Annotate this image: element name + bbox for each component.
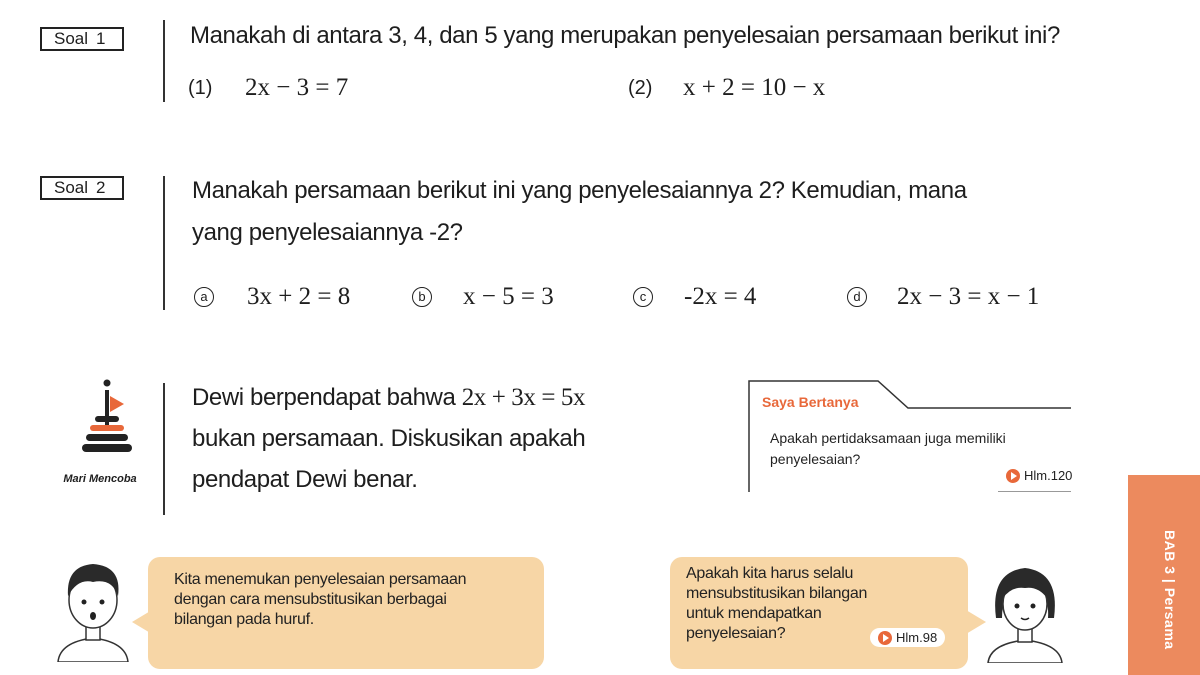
soal-1-question: Manakah di antara 3, 4, dan 5 yang merupakan penyelesaian persamaan berikut ini? (190, 22, 1060, 49)
girl-character (980, 558, 1070, 663)
soal-1-label-text: Soal (54, 29, 89, 48)
mari-mencoba-label: Mari Mencoba (63, 473, 137, 485)
bubble-right-line-4: penyelesaian? (686, 625, 786, 642)
soal-2-number: 2 (96, 178, 106, 197)
mari-mencoba-line-3: pendapat Dewi benar. (192, 466, 418, 493)
play-icon (1006, 469, 1020, 483)
soal-2-label (40, 176, 124, 200)
stacking-rings-icon (62, 378, 152, 458)
option-a-equation: 3x + 2 = 8 (247, 283, 351, 310)
saya-bertanya-box (748, 380, 1073, 492)
option-c-marker: c (633, 287, 653, 307)
bubble-right-ref-wrap[interactable] (870, 628, 945, 647)
bubble-right-line-2: mensubstitusikan bilangan (686, 585, 868, 602)
chapter-side-tab-text: BAB 3 | Persama (1162, 530, 1178, 650)
saya-bertanya-title: Saya Bertanya (762, 394, 859, 410)
speech-bubble-right (670, 557, 968, 669)
mari-mencoba-line-2: bukan persamaan. Diskusikan apakah (192, 425, 586, 452)
option-b-equation: x − 5 = 3 (463, 283, 554, 310)
option-d-equation: 2x − 3 = x − 1 (897, 283, 1040, 310)
bubble-left-line-2: dengan cara mensubstitusikan berbagai (174, 591, 447, 608)
mari-mencoba-line-1-text: Dewi berpendapat bahwa (192, 384, 456, 411)
play-icon (878, 631, 892, 645)
option-a-marker: a (194, 287, 214, 307)
chapter-side-tab[interactable] (1128, 475, 1200, 675)
bubble-left-tail (132, 610, 152, 634)
mari-mencoba-equation: 2x + 3x = 5x (461, 384, 586, 411)
boy-character (48, 552, 138, 662)
bubble-right-line-1: Apakah kita harus selalu (686, 565, 854, 582)
divider-line (163, 383, 165, 515)
option-c-equation: -2x = 4 (684, 283, 757, 310)
speech-bubble-left (148, 557, 544, 669)
saya-bertanya-ref-text: Hlm.120 (1024, 468, 1073, 483)
soal-1-item-1-equation: 2x − 3 = 7 (245, 74, 349, 101)
bubble-right-line-3: untuk mendapatkan (686, 605, 822, 622)
soal-1-number: 1 (96, 29, 106, 48)
bubble-right-ref-text: Hlm.98 (896, 630, 938, 645)
option-d-marker: d (847, 287, 867, 307)
bubble-left-line-3: bilangan pada huruf. (174, 611, 314, 628)
saya-bertanya-ref[interactable] (1006, 468, 1072, 483)
soal-2-question-line-1: Manakah persamaan berikut ini yang penyelesaiannya 2? Kemudian, mana (192, 177, 967, 204)
mari-mencoba-block (62, 378, 152, 483)
soal-2-label-text: Soal (54, 178, 89, 197)
soal-2-question-line-2: yang penyelesaiannya -2? (192, 219, 463, 246)
saya-bertanya-line-2: penyelesaian? (770, 451, 861, 467)
divider-line (163, 176, 165, 310)
bubble-left-line-1: Kita menemukan penyelesaian persamaan (174, 571, 467, 588)
divider-line (163, 20, 165, 102)
bubble-right-ref[interactable] (878, 630, 937, 645)
saya-bertanya-line-1: Apakah pertidaksamaan juga memiliki (770, 430, 1006, 446)
soal-1-item-1-marker: (1) (188, 77, 213, 99)
soal-1-item-2-equation: x + 2 = 10 − x (683, 74, 826, 101)
option-b-marker: b (412, 287, 432, 307)
soal-1-item-2-marker: (2) (628, 77, 653, 99)
soal-1-label (40, 27, 124, 51)
mari-mencoba-line-1 (192, 384, 585, 412)
